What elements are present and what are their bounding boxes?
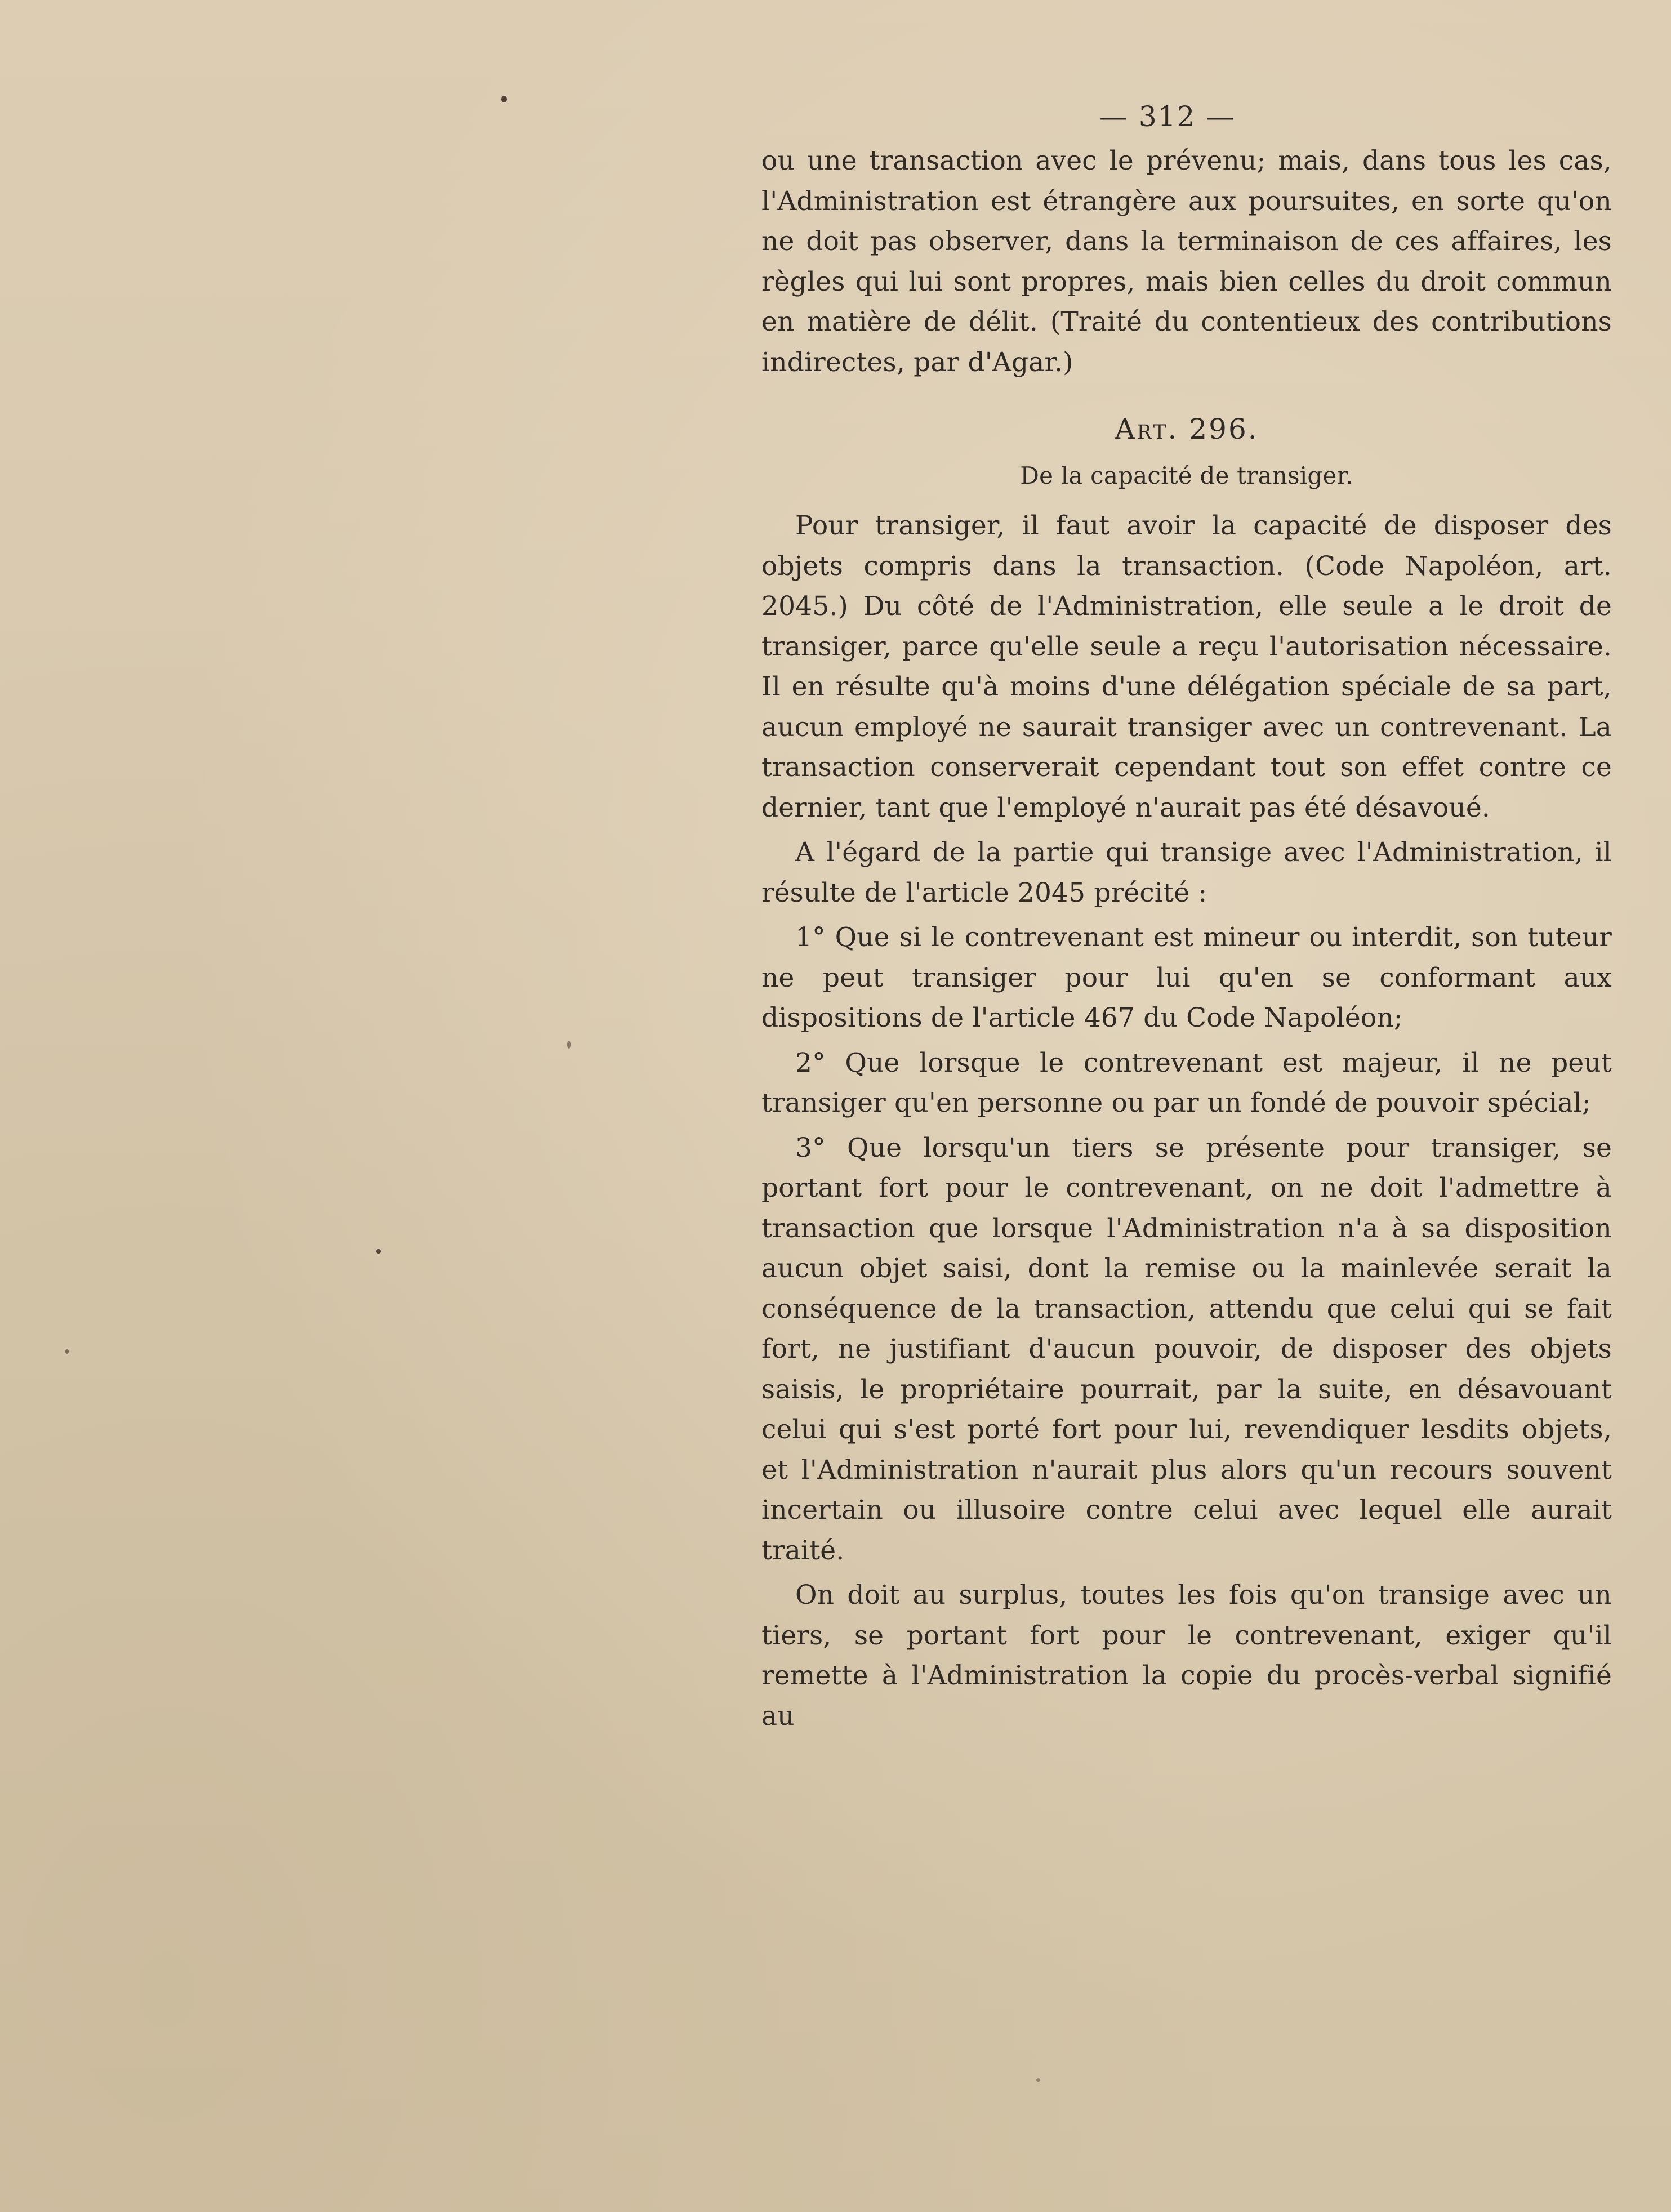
paragraph: On doit au surplus, toutes les fois qu'on transige avec un tiers, se portant fort pour le contrevenant, exiger qu'il remette à l'Administration la copie du procès-verbal signifié au [761,1580,1612,1732]
paragraph: 3° Que lorsqu'un tiers se présente pour transiger, se portant fort pour le contrevenant, on ne doit l'admettre à transaction que lorsque l'Administration n'a à sa disposition aucun objet saisi, dont la remise ou la mainlevée serait la conséquence de la transaction, attendu que celui qui se fait fort, ne justifiant d'aucun pouvoir, de disposer des objets saisis, le propriétaire pourrait, par la suite, en désavouant celui qui s'est porté fort pour lui, revendiquer lesdits objets, et l'Administration n'aurait plus alors qu'un recours souvent incertain ou illusoire contre celui avec lequel elle aurait traité. [761,1132,1612,1566]
ink-speck [501,96,507,102]
ink-speck [1036,2078,1040,2082]
article-subtitle: De la capacité de transiger. [1020,461,1353,489]
body-text [761,107,1612,1736]
page-number: — 312 — [1099,100,1236,133]
ink-speck [65,1349,69,1354]
ink-speck [567,1041,571,1049]
ink-speck [376,1249,381,1254]
paragraph: Pour transiger, il faut avoir la capacité de disposer des objets compris dans la transaction. (Code Napoléon, art. 2045.) Du côté de l'Administration, elle seule a le droit de transiger, parce qu'elle seule a reçu l'autorisation nécessaire. Il en résulte qu'à moins d'une délégation spéciale de sa part, aucun employé ne saurait transiger avec un contrevenant. La transaction conserverait cependant tout son effet contre ce dernier, tant que l'employé n'aurait pas été désavoué. [761,510,1612,823]
article-title: Art. 296. [1115,413,1259,445]
continuation-paragraph: ou une transaction avec le prévenu; mais, dans tous les cas, l'Administration est étrangère aux poursuites, en sorte qu'on ne doit pas observer, dans la terminaison de ces affaires, les règles qui lui sont propres, mais bien celles du droit commun en matière de délit. (Traité du contentieux des contributions indirectes, par d'Agar.) [761,145,1612,378]
paragraph: A l'égard de la partie qui transige avec l'Administration, il résulte de l'article 2045 précité : [761,837,1612,908]
paragraph: 2° Que lorsque le contrevenant est majeur, il ne peut transiger qu'en personne ou par un fondé de pouvoir spécial; [761,1047,1612,1118]
paragraph: 1° Que si le contrevenant est mineur ou interdit, son tuteur ne peut transiger pour lui qu'en se conformant aux dispositions de l'article 467 du Code Napoléon; [761,922,1612,1033]
